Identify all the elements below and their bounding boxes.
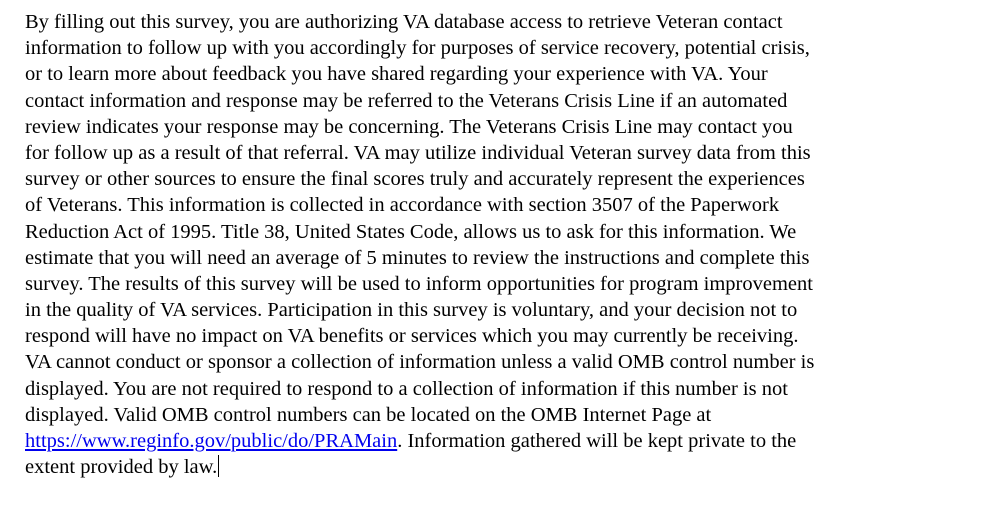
text-line: information to follow up with you accordingly for purposes of service recovery, potential crisis, [25,37,810,60]
text-line: VA cannot conduct or sponsor a collection of information unless a valid OMB control number is [25,351,815,374]
text-line: review indicates your response may be concerning. The Veterans Crisis Line may contact you [25,115,793,138]
text-line: or to learn more about feedback you have shared regarding your experience with VA. Your [25,63,768,86]
text-line: displayed. You are not required to respond to a collection of information if this number is not [25,377,788,400]
last-line [25,454,925,480]
text-line: displayed. Valid OMB control numbers can be located on the OMB Internet Page at [25,403,712,426]
text-line: contact information and response may be referred to the Veterans Crisis Line if an automated [25,89,788,112]
text-line: for follow up as a result of that referral. VA may utilize individual Veteran survey data from this [25,141,811,164]
survey-disclaimer-paragraph [25,9,925,480]
text-line: Reduction Act of 1995. Title 38, United States Code, allows us to ask for this information. We [25,220,797,243]
text-line: respond will have no impact on VA benefits or services which you may currently be receiving. [25,325,799,348]
closing-text: extent provided by law. [25,456,218,479]
text-line: By filling out this survey, you are authorizing VA database access to retrieve Veteran contact [25,11,783,33]
text-line: survey or other sources to ensure the final scores truly and accurately represent the experiences [25,168,805,191]
text-line: estimate that you will need an average of 5 minutes to review the instructions and complete this [25,246,810,269]
text-cursor [218,455,219,477]
text-line: of Veterans. This information is collected in accordance with section 3507 of the Paperwork [25,194,780,217]
link-trailing-text: . Information gathered will be kept private to the [397,430,797,452]
link-line [25,428,925,454]
text-line: in the quality of VA services. Participation in this survey is voluntary, and your decision not to [25,299,798,322]
text-line: survey. The results of this survey will be used to inform opportunities for program improvement [25,272,813,295]
omb-pra-link[interactable]: https://www.reginfo.gov/public/do/PRAMain [25,430,398,452]
